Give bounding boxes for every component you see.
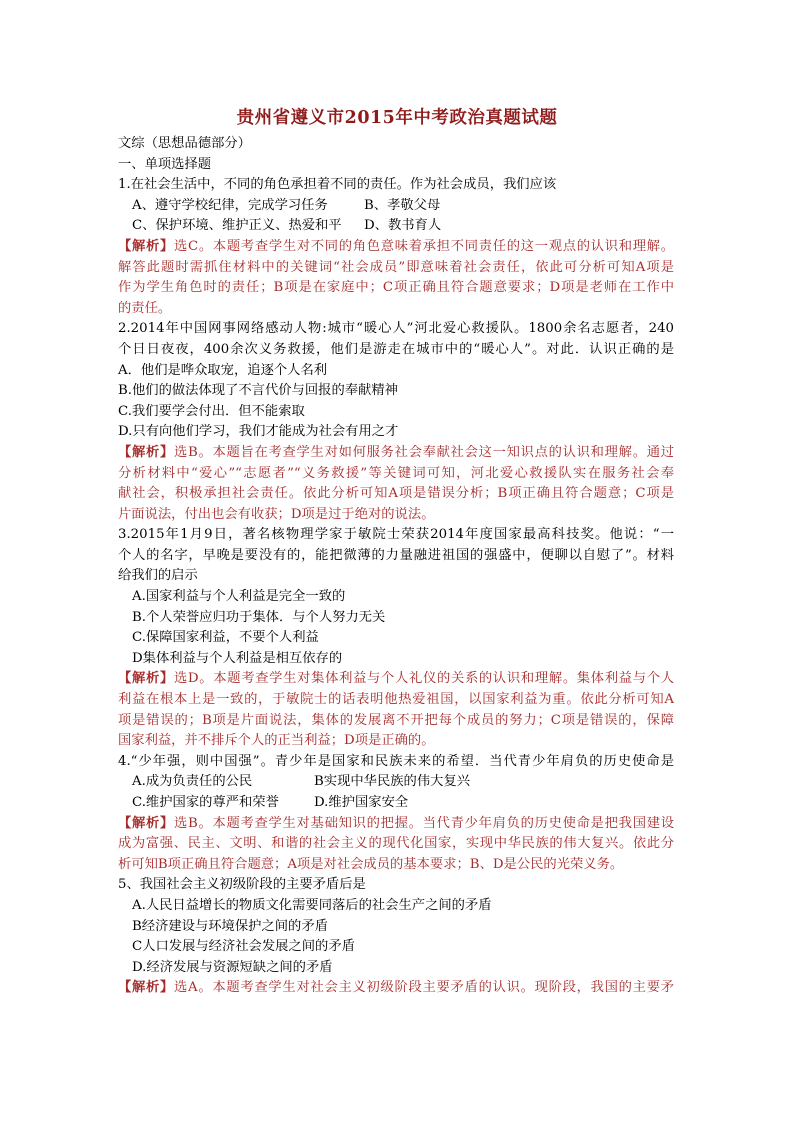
text-line: 给我们的启示 <box>118 568 198 584</box>
option-row <box>118 216 674 237</box>
analysis-line: 片面说法，付出也会有收获；D项是过于绝对的说法。 <box>118 506 435 522</box>
text-line: 个日日夜夜，400余次义务救援，他们是游走在城市中的“暖心人”。对此．认识正确的是 <box>118 341 674 357</box>
analysis-label: 【解析】 <box>118 671 174 687</box>
option-left: A、遵守学校纪律，完成学习任务 <box>132 197 328 213</box>
analysis-text: 选B。本题旨在考查学生对如何服务社会奉献社会这一知识点的认识和理解。通过 <box>174 444 674 460</box>
option-left: C.维护国家的尊严和荣誉 <box>132 795 279 810</box>
analysis-line: 成为富强、民主、文明、和谐的社会主义的现代化国家，实现中华民族的伟大复兴。依此分 <box>118 836 674 852</box>
text-line: 1.在社会生活中，不同的角色承担着不同的责任。作为社会成员，我们应该 <box>118 177 557 193</box>
analysis-line: 国家利益，并不排斥个人的正当利益；D项是正确的。 <box>118 733 435 749</box>
analysis-line: 解答此题时需抓住材料中的关键词“社会成员”即意味着社会责任，依此可分析可知A项是 <box>118 259 674 275</box>
analysis-line: 析可知B项正确且符合题意；A项是对社会成员的基本要求；B、D是公民的光荣义务。 <box>118 856 624 872</box>
option-row <box>118 772 674 793</box>
analysis-line <box>118 237 674 258</box>
option-row <box>118 793 674 814</box>
analysis-line: 分析材料中“爱心”“志愿者”“义务救援”等关键词可知，河北爱心救援队实在服务社会奉 <box>118 465 674 481</box>
text-line: D.只有向他们学习，我们才能成为社会有用之才 <box>118 424 399 440</box>
text-line: B经济建设与环境保护之间的矛盾 <box>132 918 328 934</box>
analysis-text: 选B。本题考查学生对基础知识的把握。当代青少年肩负的历史使命是把我国建设 <box>174 815 674 831</box>
analysis-label: 【解析】 <box>118 980 175 996</box>
analysis-text: 选D。本题考查学生对集体利益与个人礼仪的关系的认识和理解。集体利益与个人 <box>173 671 674 687</box>
text-line: D.经济发展与资源短缺之间的矛盾 <box>132 959 333 975</box>
analysis-line <box>118 814 674 835</box>
text-line: 一、单项选择题 <box>118 156 212 172</box>
option-right: D.维护国家安全 <box>314 795 409 810</box>
analysis-line <box>118 443 674 464</box>
text-line: C.保障国家利益，不要个人利益 <box>132 630 319 646</box>
analysis-label: 【解析】 <box>118 444 175 460</box>
analysis-text: 选C。本题考查学生对不同的角色意味着承担不同责任的这一观点的认识和理解。 <box>173 238 674 254</box>
text-line: 3.2015年1月9日，著名核物理学家于敏院士荣获2014年度国家最高科技奖。他说：“一 <box>118 527 674 543</box>
text-line: 文综（思想品德部分） <box>118 136 251 151</box>
text-line: A.人民日益增长的物质文化需要同落后的社会生产之间的矛盾 <box>132 897 492 913</box>
text-line: B.他们的做法体现了不言代价与回报的奉献精神 <box>118 383 398 399</box>
analysis-line: 利益在根本上是一致的，于敏院士的话表明他热爱祖国，以国家利益为重。依此分析可知A <box>118 692 674 708</box>
analysis-line: 的责任。 <box>118 300 172 316</box>
text-line: 5、我国社会主义初级阶段的主要矛盾后是 <box>118 877 366 893</box>
option-left: C、保护环境、维护正义、热爱和平 <box>132 218 342 234</box>
text-line: A.国家利益与个人利益是完全一致的 <box>132 589 346 605</box>
text-line: B.个人荣誉应归功于集体．与个人努力无关 <box>132 609 386 625</box>
analysis-line: 作为学生角色时的责任；B项是在家庭中；C项正确且符合题意要求；D项是老师在工作中 <box>118 280 674 296</box>
text-line: C人口发展与经济社会发展之间的矛盾 <box>132 939 355 955</box>
option-left: A.成为负责任的公民 <box>132 774 253 790</box>
text-line: 个人的名字，早晚是要没有的，能把微薄的力量融进祖国的强盛中，便聊以自慰了”。材料 <box>118 547 674 563</box>
option-row <box>118 196 674 217</box>
document-body <box>118 134 674 999</box>
text-line: 2.2014年中国网事网络感动人物:城市“暖心人”河北爱心救援队。1800余名志愿者，240 <box>118 321 674 337</box>
analysis-line <box>118 978 674 999</box>
option-right: D、教书育人 <box>364 218 442 234</box>
analysis-label: 【解析】 <box>118 238 174 254</box>
option-right: B实现中华民族的伟大复兴 <box>314 774 471 790</box>
text-line: D集体利益与个人利益是相互依存的 <box>132 650 343 666</box>
analysis-label: 【解析】 <box>118 815 175 831</box>
analysis-line: 项是错误的；B项是片面说法，集体的发展离不开把每个成员的努力；C项是错误的，保障 <box>118 712 674 728</box>
text-line: A．他们是哗众取宠，追逐个人名利 <box>118 362 328 378</box>
analysis-line: 献社会，积极承担社会责任。依此分析可知A项是错误分析；B项正确且符合题意；C项是 <box>118 486 674 502</box>
text-line: 4.“少年强，则中国强”。青少年是国家和民族未来的希望．当代青少年肩负的历史使命是 <box>118 753 674 769</box>
analysis-line <box>118 669 674 690</box>
document-title: 贵州省遵义市2015年中考政治真题试题 <box>236 108 558 128</box>
analysis-text: 选A。本题考查学生对社会主义初级阶段主要矛盾的认识。现阶段，我国的主要矛 <box>174 980 674 996</box>
option-right: B、孝敬父母 <box>364 197 441 213</box>
text-line: C.我们要学会付出．但不能索取 <box>118 403 305 419</box>
